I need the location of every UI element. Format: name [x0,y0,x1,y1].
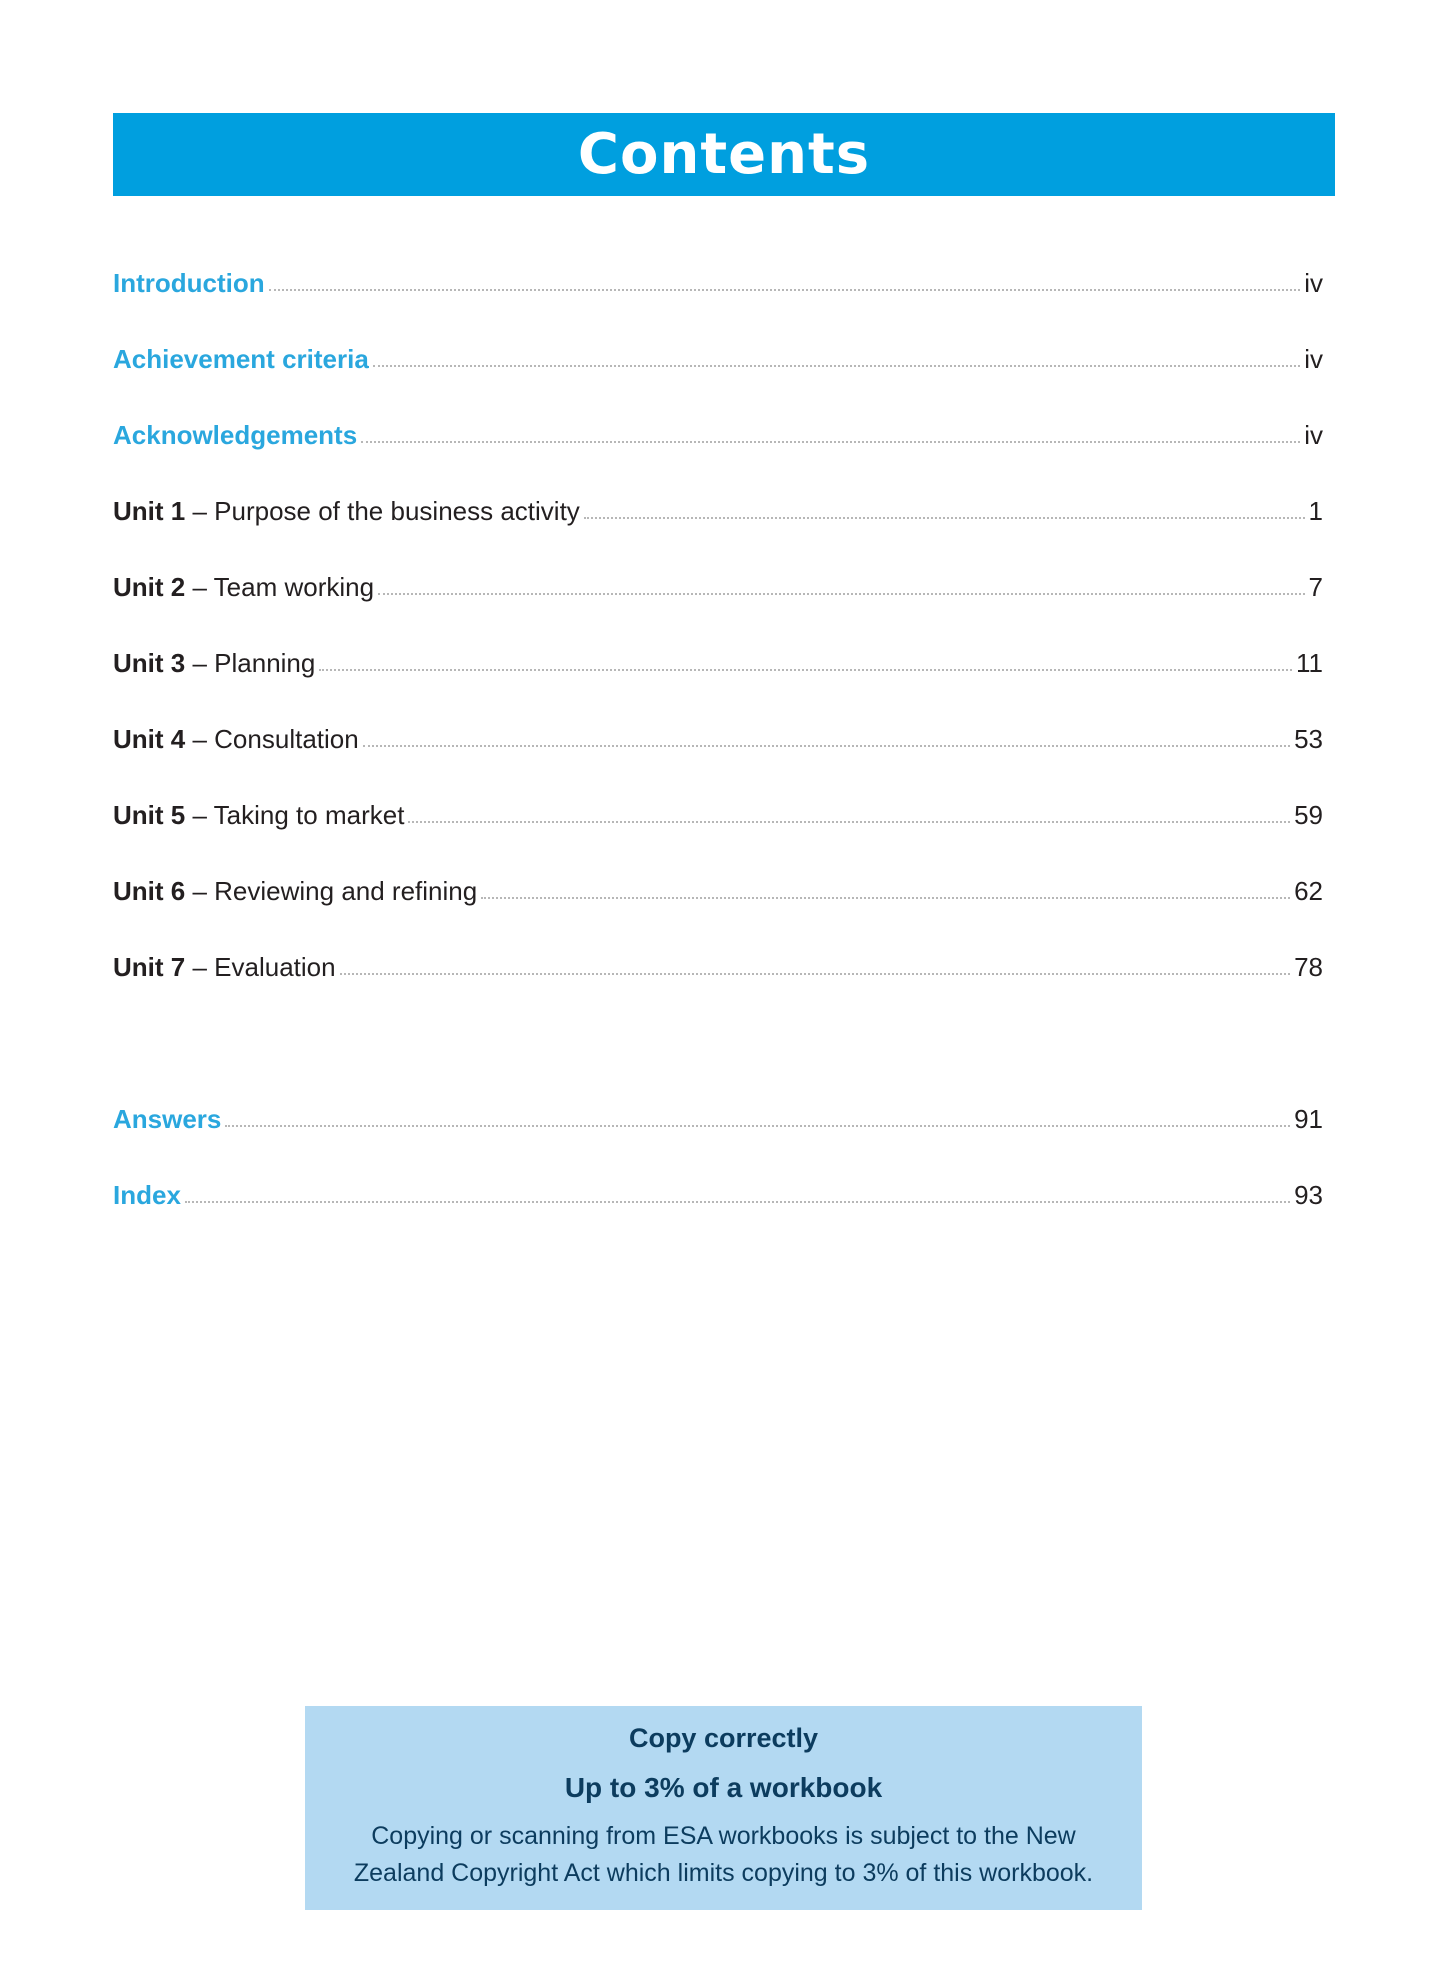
dot-leader [481,897,1290,899]
toc-entry-label [113,570,374,604]
unit-number: Unit 7 [113,952,186,982]
toc-entry-unit-4[interactable] [113,716,1323,756]
toc-entry-acknowledgements[interactable] [113,412,1323,452]
unit-separator: – [185,648,215,678]
unit-number: Unit 1 [113,496,186,526]
unit-title: Reviewing and refining [214,876,478,906]
unit-title: Evaluation [214,952,336,982]
toc-page-number: 62 [1294,876,1323,906]
unit-separator: – [185,876,215,906]
unit-title: Consultation [214,724,359,754]
dot-leader [373,365,1300,367]
toc-entry-label [113,646,315,680]
toc-entry-index[interactable] [113,1172,1323,1212]
toc-page-number: 93 [1294,1180,1323,1210]
toc-page-number: iv [1304,420,1323,450]
dot-leader [584,517,1305,519]
toc-page-number: 91 [1294,1104,1323,1134]
toc-page-number: 11 [1296,648,1323,678]
toc-entry-introduction[interactable] [113,260,1323,300]
toc-entry-unit-7[interactable] [113,944,1323,984]
toc-entry-label: Introduction [113,268,265,298]
toc-entry-unit-5[interactable] [113,792,1323,832]
copy-notice-subheading: Up to 3% of a workbook [564,1772,883,1803]
unit-number: Unit 4 [113,724,186,754]
unit-title: Purpose of the business activity [214,496,580,526]
unit-title: Planning [214,648,316,678]
toc-entry-label: Achievement criteria [113,344,369,374]
toc-entry-label [113,798,404,832]
dot-leader [361,441,1300,443]
toc-entry-label: Acknowledgements [113,420,358,450]
dot-leader [225,1125,1290,1127]
unit-title: Team working [213,572,375,602]
toc-entry-label: Answers [113,1104,222,1134]
unit-separator: – [185,952,215,982]
unit-separator: – [185,572,214,602]
toc-entry-label [113,494,580,528]
toc-entry-label [113,874,477,908]
unit-number: Unit 2 [113,572,186,602]
toc-entry-unit-1[interactable] [113,488,1323,528]
toc-entry-achievement-criteria[interactable] [113,336,1323,376]
copy-notice-body: Copying or scanning from ESA workbooks is subject to the New Zealand Copyright Act which limits copying to 3% of this workbook. [353,1822,1094,1887]
toc-entry-label: Index [113,1180,181,1210]
toc-entry-unit-2[interactable] [113,564,1323,604]
dot-leader [185,1201,1290,1203]
dot-leader [378,593,1304,595]
toc-entry-label [113,950,336,984]
unit-number: Unit 5 [113,800,186,830]
copy-notice-box [305,1706,1142,1910]
page-title: Contents [577,122,871,187]
unit-separator: – [185,800,214,830]
toc-entry-label [113,722,359,756]
unit-separator: – [185,496,215,526]
dot-leader [340,973,1291,975]
toc-page-number: 59 [1294,800,1323,830]
title-bar [113,113,1335,196]
unit-number: Unit 6 [113,876,186,906]
unit-number: Unit 3 [113,648,186,678]
dot-leader [363,745,1290,747]
unit-separator: – [185,724,215,754]
toc-entry-answers[interactable] [113,1096,1323,1136]
dot-leader [269,289,1301,291]
toc-page-number: 53 [1294,724,1323,754]
toc-page-number: 1 [1308,496,1323,526]
toc-page-number: 7 [1308,572,1323,602]
unit-title: Taking to market [213,800,405,830]
dot-leader [408,821,1290,823]
toc-entry-unit-3[interactable] [113,640,1323,680]
toc-page-number: iv [1304,344,1323,374]
toc-page-number: 78 [1294,952,1323,982]
toc-page-number: iv [1304,268,1323,298]
copy-notice-heading: Copy correctly [628,1723,819,1753]
dot-leader [319,669,1292,671]
toc-entry-unit-6[interactable] [113,868,1323,908]
